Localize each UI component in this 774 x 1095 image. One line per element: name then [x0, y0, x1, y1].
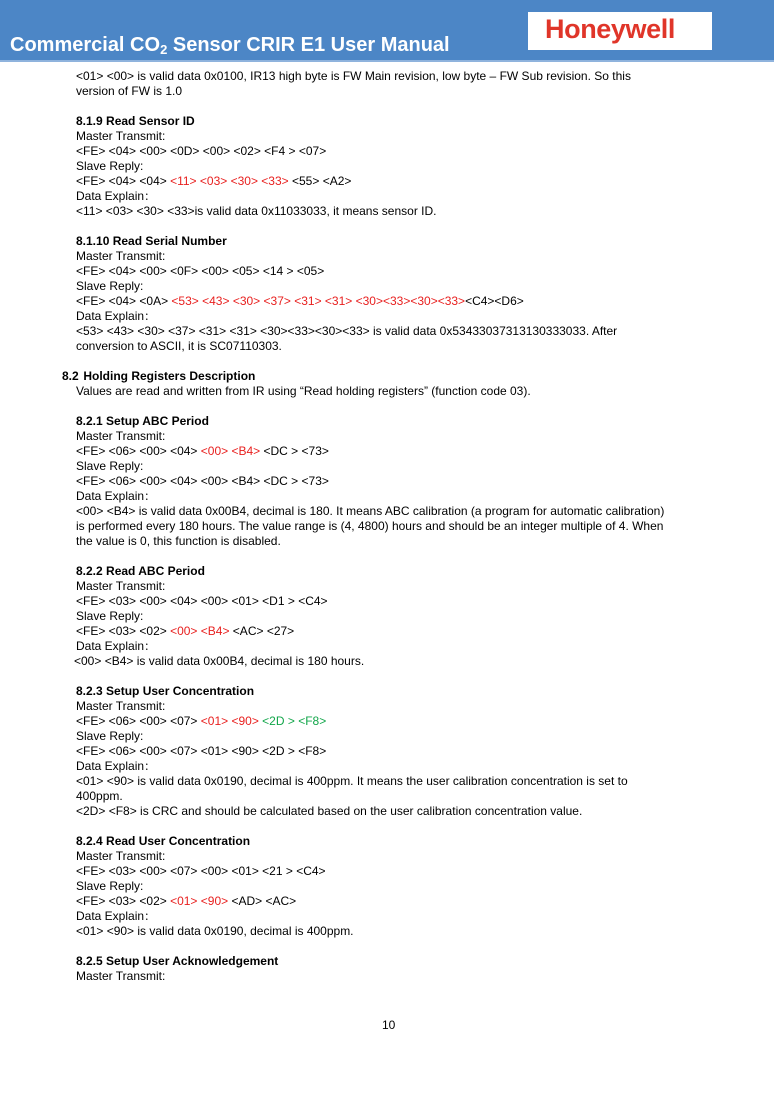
section-heading-8-2: 8.2 Holding Registers Description [62, 369, 256, 383]
highlighted-data-bytes: <53> <43> <30> <37> <31> <31> <30><33><30><33> [171, 294, 466, 308]
data-explanation: <00> <B4> is valid data 0x00B4, decimal is 180. It means ABC calibration (a program for automatic calibration) [76, 504, 665, 518]
data-explain-label: Data Explain： [76, 909, 157, 923]
transmit-frame: <FE> <04> <00> <0D> <00> <02> <F4 > <07> [76, 144, 327, 158]
master-transmit-label: Master Transmit: [76, 579, 166, 593]
slave-reply-label: Slave Reply: [76, 459, 144, 473]
data-explanation: <11> <03> <30> <33>is valid data 0x11033033, it means sensor ID. [76, 204, 437, 218]
header-divider [0, 60, 774, 62]
page-number: 10 [382, 1018, 396, 1032]
master-transmit-label: Master Transmit: [76, 969, 166, 983]
transmit-frame: <FE> <06> <00> <04> <00> <B4> <DC > <73> [76, 444, 329, 458]
master-transmit-label: Master Transmit: [76, 429, 166, 443]
reply-frame: <FE> <06> <00> <07> <01> <90> <2D > <F8> [76, 744, 327, 758]
highlighted-data-bytes: <11> <03> <30> <33> [170, 174, 289, 188]
section-heading-8-2-2: 8.2.2 Read ABC Period [76, 564, 205, 578]
section-heading-8-1-9: 8.1.9 Read Sensor ID [76, 114, 195, 128]
reply-frame: <FE> <04> <0A> <53> <43> <30> <37> <31> <31> <30><33><30><33><C4><D6> [76, 294, 524, 308]
reply-frame: <FE> <04> <04> <11> <03> <30> <33> <55> <A2> [76, 174, 352, 188]
reply-frame: <FE> <03> <02> <00> <B4> <AC> <27> [76, 624, 295, 638]
data-explanation: 400ppm. [76, 789, 123, 803]
honeywell-logo: Honeywell [545, 14, 675, 44]
data-explain-label: Data Explain： [76, 759, 157, 773]
data-explain-label: Data Explain： [76, 639, 157, 653]
data-explanation: conversion to ASCII, it is SC07110303. [76, 339, 282, 353]
slave-reply-label: Slave Reply: [76, 279, 144, 293]
reply-frame: <FE> <03> <02> <01> <90> <AD> <AC> [76, 894, 297, 908]
section-heading-8-2-4: 8.2.4 Read User Concentration [76, 834, 251, 848]
master-transmit-label: Master Transmit: [76, 849, 166, 863]
data-explain-label: Data Explain： [76, 189, 157, 203]
slave-reply-label: Slave Reply: [76, 729, 144, 743]
data-explanation: the value is 0, this function is disabled. [76, 534, 281, 548]
section-heading-8-2-5: 8.2.5 Setup User Acknowledgement [76, 954, 279, 968]
slave-reply-label: Slave Reply: [76, 879, 144, 893]
data-explanation: <2D> <F8> is CRC and should be calculated based on the user calibration concentration value. [76, 804, 583, 818]
section-heading-8-2-1: 8.2.1 Setup ABC Period [76, 414, 209, 428]
data-explanation: <01> <90> is valid data 0x0190, decimal is 400ppm. [76, 924, 354, 938]
slave-reply-label: Slave Reply: [76, 159, 144, 173]
transmit-frame: <FE> <03> <00> <04> <00> <01> <D1 > <C4> [76, 594, 328, 608]
data-explanation: <01> <90> is valid data 0x0190, decimal is 400ppm. It means the user calibration concentration is set to [76, 774, 628, 788]
highlighted-data-bytes: <00> <B4> [200, 444, 261, 458]
data-explain-label: Data Explain： [76, 309, 157, 323]
data-explanation: <53> <43> <30> <37> <31> <31> <30><33><30><33> is valid data 0x53433037313130333033. After [76, 324, 618, 338]
data-explain-label: Data Explain： [76, 489, 157, 503]
document-body [62, 69, 726, 984]
data-explanation: <00> <B4> is valid data 0x00B4, decimal is 180 hours. [74, 654, 365, 668]
highlighted-data-bytes: <00> <B4> [170, 624, 230, 638]
master-transmit-label: Master Transmit: [76, 249, 166, 263]
master-transmit-label: Master Transmit: [76, 699, 166, 713]
transmit-frame: <FE> <03> <00> <07> <00> <01> <21 > <C4> [76, 864, 326, 878]
intro-line-2: version of FW is 1.0 [76, 84, 183, 98]
highlighted-data-bytes: <01> <90> [200, 714, 259, 728]
highlighted-crc-bytes: <2D > <F8> [258, 714, 327, 728]
transmit-frame: <FE> <06> <00> <07> <01> <90> <2D > <F8> [76, 714, 327, 728]
section-heading-8-1-10: 8.1.10 Read Serial Number [76, 234, 227, 248]
section-heading-8-2-3: 8.2.3 Setup User Concentration [76, 684, 255, 698]
data-explanation: is performed every 180 hours. The value range is (4, 4800) hours and should be an integer multiple of 4. When [76, 519, 664, 533]
document-title: Commercial $CO_2$ Sensor CRIR E1 User Manual [10, 34, 450, 57]
section-description: Values are read and written from IR using “Read holding registers” (function code 03). [76, 384, 531, 398]
reply-frame: <FE> <06> <00> <04> <00> <B4> <DC > <73> [76, 474, 329, 488]
intro-line-1: <01> <00> is valid data 0x0100, IR13 high byte is FW Main revision, low byte – FW Sub revision. So this [76, 69, 631, 83]
master-transmit-label: Master Transmit: [76, 129, 166, 143]
highlighted-data-bytes: <01> <90> [170, 894, 229, 908]
slave-reply-label: Slave Reply: [76, 609, 144, 623]
transmit-frame: <FE> <04> <00> <0F> <00> <05> <14 > <05> [76, 264, 325, 278]
page-header [0, 0, 774, 60]
